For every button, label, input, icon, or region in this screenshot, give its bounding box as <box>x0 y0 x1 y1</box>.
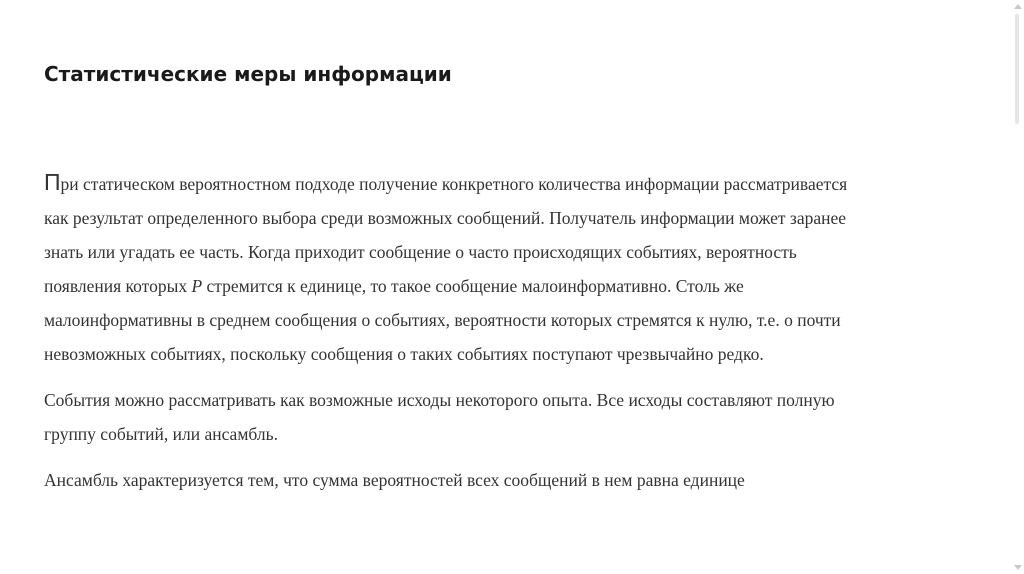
scrollbar-thumb[interactable] <box>1015 14 1019 124</box>
variable-p: P <box>191 276 203 296</box>
paragraph-1-line-3: знать или угадать ее часть. Когда приходит сообщение о часто происходящих событиях, вероятность <box>44 242 797 262</box>
paragraph-1-line-4-after: стремится к единице, то такое сообщение малоинформативно. Столь же <box>202 276 744 296</box>
paragraph-3-line-1: Ансамбль характеризуется тем, что сумма вероятностей всех сообщений в нем равна единице <box>44 470 745 490</box>
slide-title: Статистические меры информации <box>44 62 452 86</box>
paragraph-3 <box>44 463 979 497</box>
slide-body <box>44 165 979 497</box>
scroll-up-icon[interactable] <box>1014 4 1022 9</box>
paragraph-1 <box>44 165 979 371</box>
vertical-scrollbar[interactable] <box>1010 0 1024 574</box>
scroll-down-icon[interactable] <box>1014 565 1022 570</box>
paragraph-1-line-1 <box>44 165 979 201</box>
paragraph-1-line-6: невозможных событиях, поскольку сообщения о таких событиях поступают чрезвычайно редко. <box>44 344 764 364</box>
paragraph-1-line-4 <box>44 269 979 303</box>
paragraph-1-line-2: как результат определенного выбора среди возможных сообщений. Получатель информации может заранее <box>44 208 847 228</box>
paragraph-1-line-1-text: ри статическом вероятностном подходе получение конкретного количества информации рассматривается <box>60 174 848 194</box>
paragraph-2-line-1: События можно рассматривать как возможные исходы некоторого опыта. Все исходы составляют полную <box>44 390 835 410</box>
paragraph-2 <box>44 383 979 451</box>
paragraph-1-line-4-before: появления которых <box>44 276 192 296</box>
paragraph-2-line-2: группу событий, или ансамбль. <box>44 424 278 444</box>
paragraph-1-line-5: малоинформативны в среднем сообщения о событиях, вероятности которых стремятся к нулю, т.е. о почти <box>44 310 841 330</box>
drop-letter: П <box>44 169 61 195</box>
